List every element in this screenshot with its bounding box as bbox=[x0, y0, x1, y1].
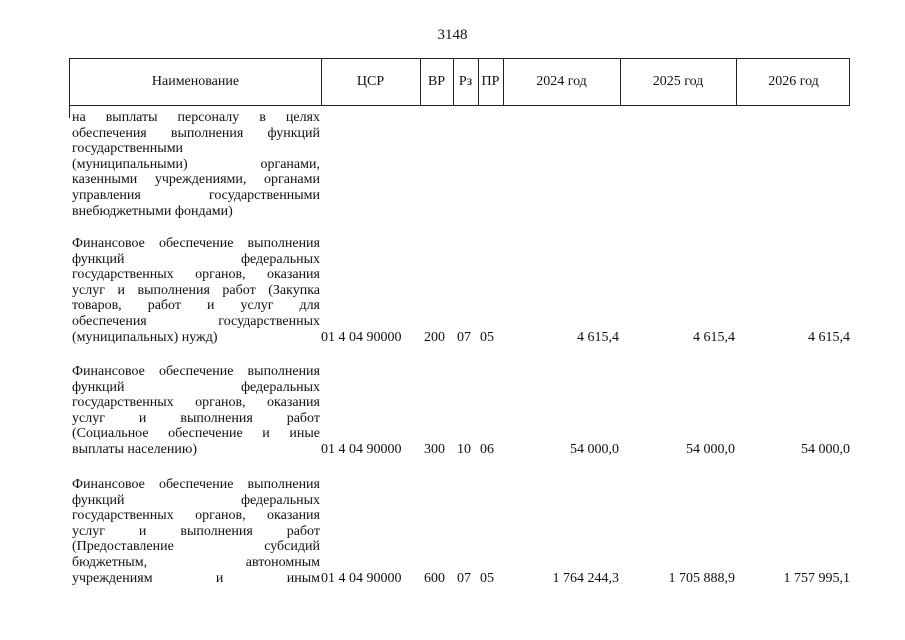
row-value-2024: 1 764 244,3 bbox=[552, 570, 619, 586]
header-2024: 2024 год bbox=[536, 74, 587, 89]
row-name-line: услуг и выполнения работ bbox=[72, 410, 320, 426]
row-name-line: (муниципальных) нужд) bbox=[72, 329, 218, 345]
row-name-line: функций федеральных bbox=[72, 251, 320, 267]
row-name-line: государственных органов, оказания bbox=[72, 508, 320, 524]
page-number: 3148 bbox=[437, 27, 468, 43]
header-name: Наименование bbox=[151, 74, 240, 89]
row-name-line: обеспечения государственных bbox=[72, 313, 320, 329]
row-name-line: внебюджетными фондами) bbox=[72, 203, 233, 219]
row-value-2026: 54 000,0 bbox=[801, 442, 850, 457]
row-value-2024: 4 615,4 bbox=[577, 329, 619, 345]
row-name-line: Финансовое обеспечение выполнения bbox=[72, 364, 320, 379]
row-name bbox=[72, 236, 320, 345]
row-name-line: обеспечения выполнения функций bbox=[72, 125, 320, 141]
row-name-line: (Предоставление субсидий bbox=[72, 539, 320, 555]
row-name-line: Финансовое обеспечение выполнения bbox=[72, 477, 320, 492]
row-rz: 07 bbox=[457, 329, 471, 345]
header-pr: ПР bbox=[481, 74, 500, 89]
row-name-line: (Социальное обеспечение и иные bbox=[72, 426, 320, 442]
header-rz: Рз bbox=[458, 74, 473, 89]
row-value-2026: 1 757 995,1 bbox=[783, 570, 850, 586]
row-name-line: Финансовое обеспечение выполнения bbox=[72, 236, 320, 251]
row-name-line: услуг и выполнения работ bbox=[72, 523, 320, 539]
row-value-2025: 1 705 888,9 bbox=[668, 570, 735, 586]
row-pr: 05 bbox=[480, 329, 494, 345]
table-header bbox=[69, 58, 850, 106]
row-rz: 07 bbox=[457, 570, 471, 586]
row-value-2024: 54 000,0 bbox=[570, 442, 619, 457]
row-name bbox=[72, 364, 320, 458]
row-name-line: бюджетным, автономным bbox=[72, 554, 320, 570]
row-name bbox=[72, 477, 320, 586]
row-name-line: государственными bbox=[72, 141, 184, 157]
row-value-2025: 4 615,4 bbox=[693, 329, 735, 345]
header-vr: ВР bbox=[427, 74, 446, 89]
row-name-line: на выплаты персоналу в целях bbox=[72, 110, 320, 125]
row-name-line: (муниципальными) органами, bbox=[72, 156, 320, 172]
row-vr: 300 bbox=[424, 442, 445, 457]
header-2025: 2025 год bbox=[652, 74, 704, 89]
row-csr: 01 4 04 90000 bbox=[321, 329, 402, 345]
row-name-line: государственных органов, оказания bbox=[72, 267, 320, 283]
row-name-line: функций федеральных bbox=[72, 379, 320, 395]
row-value-2025: 54 000,0 bbox=[686, 442, 735, 457]
row-name-line: выплаты населению) bbox=[72, 441, 197, 457]
header-2026: 2026 год bbox=[768, 74, 819, 89]
row-value-2026: 4 615,4 bbox=[808, 329, 850, 345]
row-pr: 05 bbox=[480, 570, 494, 586]
row-name-line: функций федеральных bbox=[72, 492, 320, 508]
row-rz: 10 bbox=[457, 442, 471, 457]
row-name-line: государственных органов, оказания bbox=[72, 395, 320, 411]
row-name-line: услуг и выполнения работ (Закупка bbox=[72, 282, 320, 298]
row-name bbox=[72, 110, 320, 219]
row-csr: 01 4 04 90000 bbox=[321, 442, 402, 457]
row-name-line: казенными учреждениями, органами bbox=[72, 172, 320, 188]
row-name-line: учреждениям и иным bbox=[72, 570, 320, 586]
row-name-line: управления государственными bbox=[72, 187, 320, 203]
row-vr: 600 bbox=[424, 570, 445, 586]
row-name-line: товаров, работ и услуг для bbox=[72, 298, 320, 314]
row-csr: 01 4 04 90000 bbox=[321, 570, 402, 586]
header-csr: ЦСР bbox=[356, 74, 385, 89]
row-pr: 06 bbox=[480, 442, 494, 457]
row-vr: 200 bbox=[424, 329, 445, 345]
